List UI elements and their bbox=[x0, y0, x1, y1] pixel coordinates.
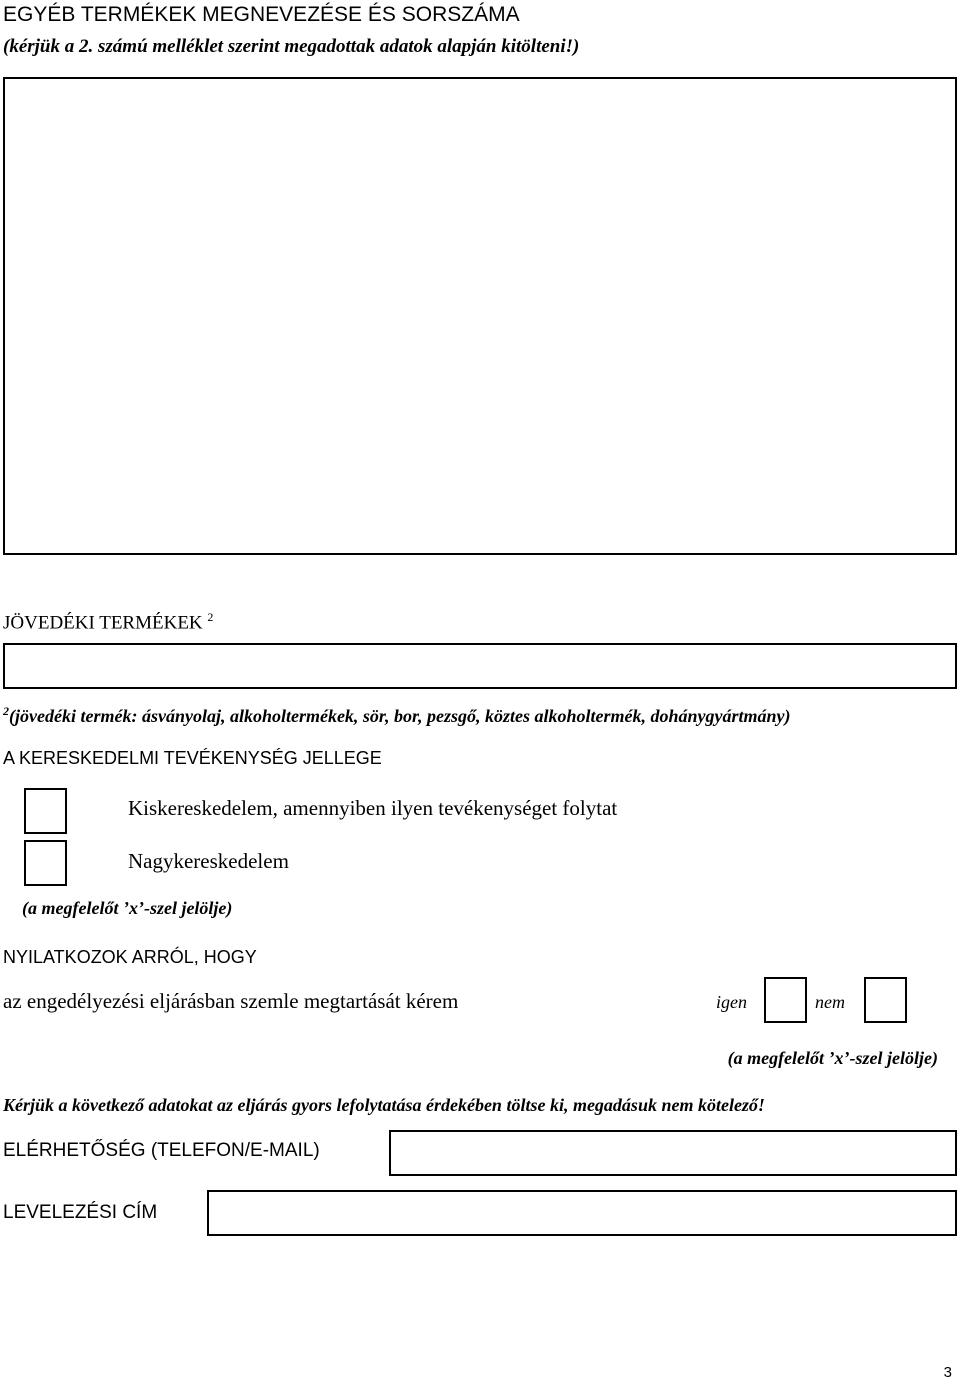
no-label: nem bbox=[815, 992, 845, 1012]
excise-products-heading: JÖVEDÉKI TERMÉKEK $^2$ bbox=[3, 610, 214, 634]
retail-checkbox[interactable] bbox=[24, 788, 67, 834]
activity-type-heading: A KERESKEDELMI TEVÉKENYSÉG JELLEGE bbox=[3, 748, 382, 768]
yes-label: igen bbox=[716, 992, 747, 1012]
wholesale-checkbox[interactable] bbox=[24, 840, 67, 886]
no-checkbox[interactable] bbox=[864, 977, 907, 1023]
mailing-address-input[interactable] bbox=[207, 1190, 957, 1236]
excise-footnote: $^2$(jövedéki termék: ásványolaj, alkoholtermékek, sör, bor, pezsgő, köztes alkoholtermék, dohánygyártmány) bbox=[3, 704, 791, 726]
wholesale-option-label: Nagykereskedelem bbox=[128, 849, 289, 873]
optional-data-request: Kérjük a következő adatokat az eljárás gyors lefolytatása érdekében töltse ki, megadásuk nem kötelező! bbox=[3, 1095, 765, 1115]
section-subtitle-other-products: (kérjük a 2. számú melléklet szerint megadottak adatok alapján kitölteni!) bbox=[3, 36, 580, 57]
declaration-mark-instruction: (a megfelelőt ’x’-szel jelölje) bbox=[727, 1048, 938, 1068]
other-products-textarea[interactable] bbox=[3, 77, 957, 555]
yes-checkbox[interactable] bbox=[764, 977, 807, 1023]
contact-phone-email-input[interactable] bbox=[389, 1130, 957, 1176]
excise-products-input[interactable] bbox=[3, 643, 957, 689]
retail-option-label: Kiskereskedelem, amennyiben ilyen tevékenységet folytat bbox=[128, 796, 618, 820]
inspection-request-statement: az engedélyezési eljárásban szemle megtartását kérem bbox=[3, 989, 459, 1013]
activity-mark-instruction: (a megfelelőt ’x’-szel jelölje) bbox=[22, 898, 233, 918]
mailing-address-label: LEVELEZÉSI CÍM bbox=[3, 1202, 158, 1223]
footnote-number: 2 bbox=[3, 704, 9, 718]
section-title-other-products: EGYÉB TERMÉKEK MEGNEVEZÉSE ÉS SORSZÁMA bbox=[3, 3, 520, 26]
contact-phone-email-label: ELÉRHETŐSÉG (TELEFON/E-MAIL) bbox=[3, 1140, 320, 1161]
footnote-ref: 2 bbox=[207, 610, 214, 624]
page-number: 3 bbox=[943, 1364, 952, 1381]
declaration-heading: NYILATKOZOK ARRÓL, HOGY bbox=[3, 947, 257, 967]
